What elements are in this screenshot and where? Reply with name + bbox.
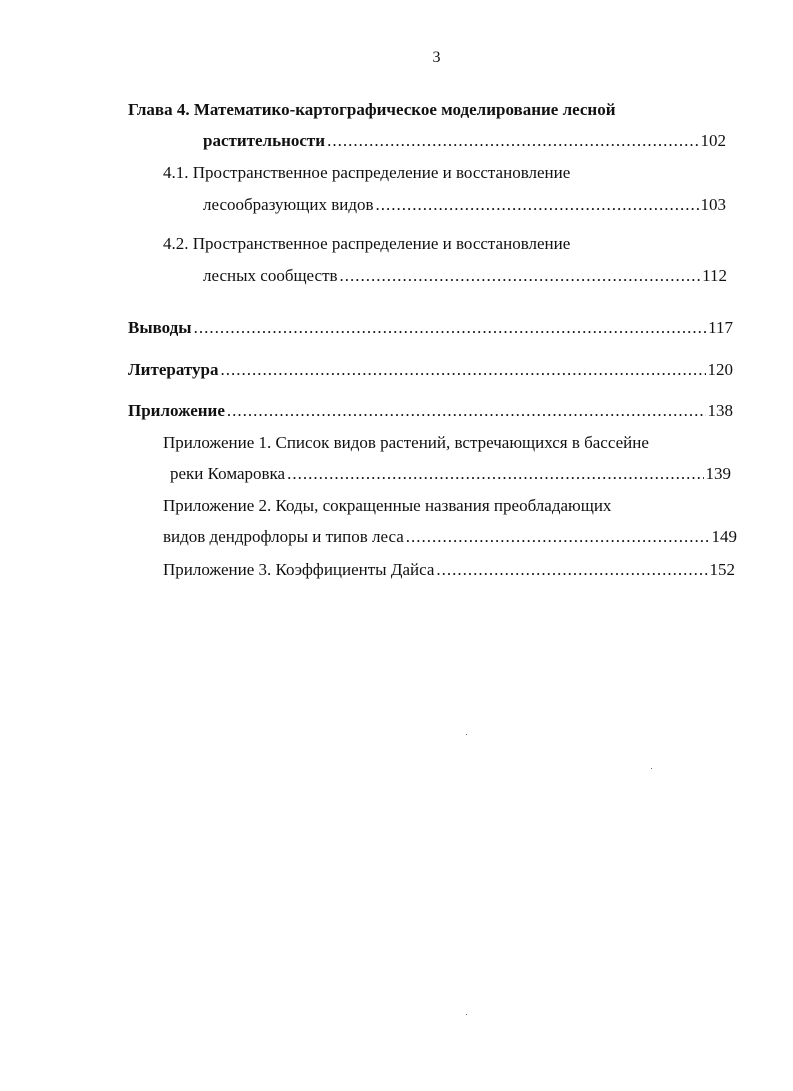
chapter4-page: 102 [700, 131, 726, 150]
section-4-1-line2: лесообразующих видов [203, 195, 374, 214]
toc-entry-conclusions[interactable] [128, 317, 733, 339]
dot-leader [376, 194, 699, 216]
toc-entry-chapter4[interactable] [203, 130, 726, 152]
scan-speck [466, 1014, 467, 1015]
dot-leader [227, 400, 706, 422]
dot-leader [220, 359, 705, 381]
section-4-1-line1: 4.1. Пространственное распределение и восстановление [163, 163, 571, 182]
page-number: 3 [432, 49, 441, 66]
literature-label: Литература [128, 360, 219, 379]
appendix1-line2: реки Комаровка [170, 464, 286, 483]
dot-leader [340, 265, 701, 287]
appendix3-label: Приложение 3. Коэффициенты Дайса [163, 560, 435, 579]
toc-entry-section-4-1[interactable] [203, 194, 726, 216]
appendix1-line1: Приложение 1. Список видов растений, встречающихся в бассейне [163, 433, 649, 452]
chapter4-title-line2: растительности [203, 131, 326, 150]
section-4-1-page: 103 [700, 195, 726, 214]
dot-leader [194, 317, 707, 339]
toc-entry-section-4-2[interactable] [203, 265, 727, 287]
dot-leader [406, 526, 710, 548]
toc-entry-appendix[interactable] [128, 400, 733, 422]
appendix-page: 138 [707, 401, 733, 420]
dot-leader [287, 463, 703, 485]
scan-speck [651, 768, 652, 769]
toc-entry-appendix3[interactable] [163, 559, 735, 581]
conclusions-label: Выводы [128, 318, 192, 337]
appendix2-page: 149 [711, 527, 737, 546]
conclusions-page: 117 [708, 318, 733, 337]
dot-leader [327, 130, 698, 152]
toc-entry-appendix1[interactable] [170, 463, 731, 485]
appendix1-page: 139 [705, 464, 731, 483]
toc-entry-appendix2[interactable] [163, 526, 737, 548]
toc-entry-literature[interactable] [128, 359, 733, 381]
appendix2-line1: Приложение 2. Коды, сокращенные названия преобладающих [163, 496, 612, 515]
section-4-2-line2: лесных сообществ [203, 266, 338, 285]
literature-page: 120 [707, 360, 733, 379]
section-4-2-page: 112 [702, 266, 727, 285]
appendix2-line2: видов дендрофлоры и типов леса [163, 527, 404, 546]
dot-leader [436, 559, 707, 581]
scan-speck [466, 734, 467, 735]
section-4-2-line1: 4.2. Пространственное распределение и восстановление [163, 234, 571, 253]
chapter4-title-line1: Глава 4. Математико-картографическое моделирование лесной [128, 100, 616, 119]
appendix3-page: 152 [709, 560, 735, 579]
appendix-label: Приложение [128, 401, 225, 420]
